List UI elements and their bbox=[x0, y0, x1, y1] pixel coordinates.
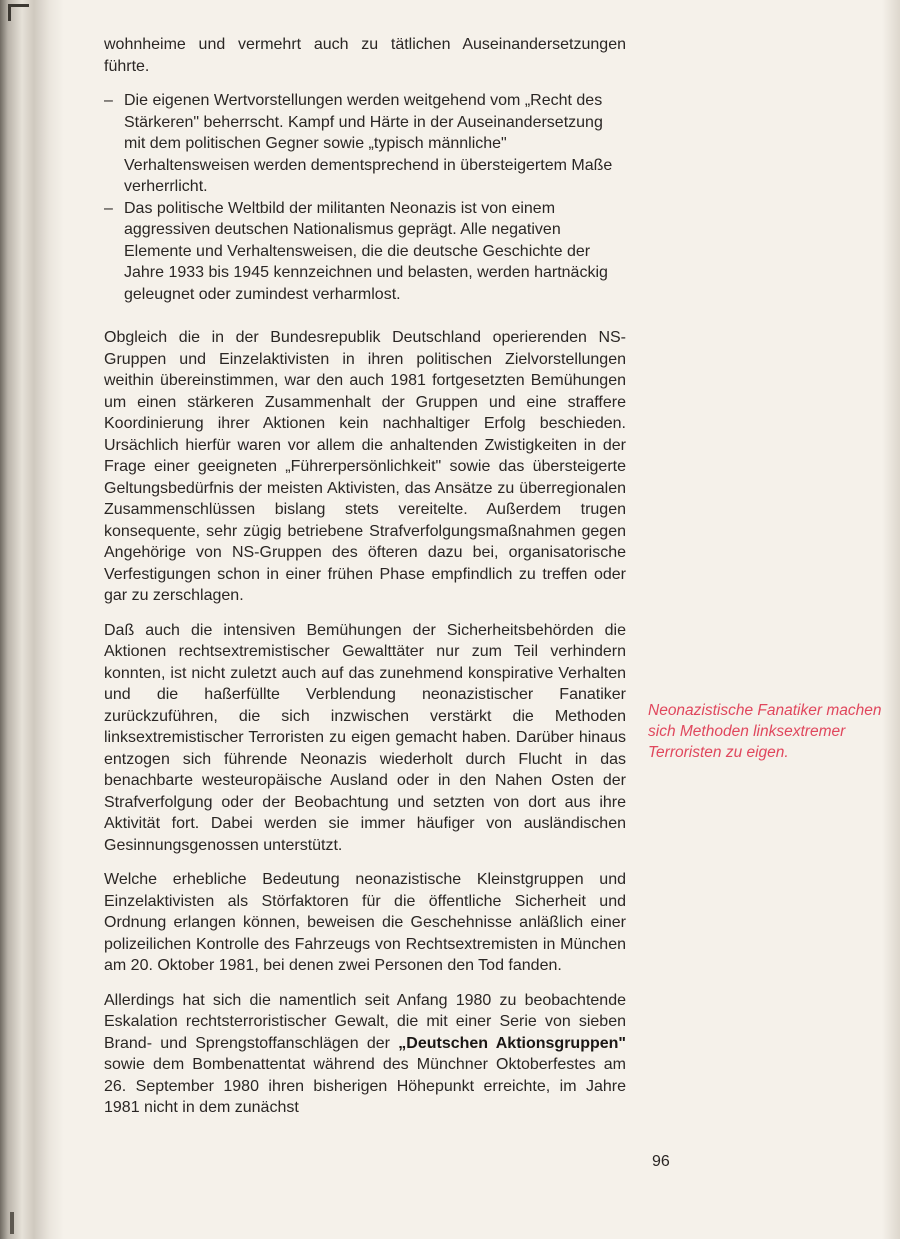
dash-list bbox=[104, 90, 626, 305]
emphasized-group-name: „Deutschen Aktionsgruppen" bbox=[398, 1034, 626, 1052]
body-paragraph: Welche erhebliche Bedeutung neonazistische Kleinstgruppen und Einzelaktivisten als Störfaktoren für die öffentliche Sicherheit und Ordnung erlangen können, beweisen die Geschehnisse anläßlich einer polizeilichen Kontrolle des Fahrzeugs von Rechtsextremisten in München am 20. Oktober 1981, bei denen zwei Personen den Tod fanden. bbox=[104, 871, 626, 974]
dash-item: – Die eigenen Wertvorstellungen werden weitgehend vom „Recht des Stärkeren" beherrscht. Kampf und Härte in der Auseinandersetzung mit dem politischen Gegner sowie „typisch männliche" Verhaltensweisen werden dementsprechend in übersteigertem Maße verherrlicht. bbox=[104, 90, 626, 198]
body-paragraph: Daß auch die intensiven Bemühungen der Sicherheitsbehörden die Aktionen rechtsextremistischer Gewalttäter nur zum Teil verhindern konnten, ist nicht zuletzt auch auf das zunehmend konspirative Verhalten und die haßerfüllte Verblendung neonazistischer Fanatiker zurückzuführen, die sich inzwischen verstärkt die Methoden linksextremistischer Terroristen zu eigen gemacht haben. Darüber hinaus entzogen sich führende Neonazis wiederholt durch Flucht in das benachbarte westeuropäische Ausland oder in den Nahen Osten der Strafverfolgung oder der Beobachtung und setzten von dort aus ihre Aktivität fort. Dabei werden sie immer häufiger von ausländischen Gesinnungsgenossen unterstützt. bbox=[104, 621, 626, 854]
margin-note bbox=[648, 700, 888, 763]
page-number: 96 bbox=[652, 1153, 670, 1170]
dash-item: – Das politische Weltbild der militanten Neonazis ist von einem aggressiven deutschen Nationalismus geprägt. Alle negativen Elemente und Verhaltensweisen, die die deutsche Geschichte der Jahre 1933 bis 1945 kennzeichnen und belasten, werden hartnäckig geleugnet oder zumindest verharmlost. bbox=[104, 198, 626, 306]
body-paragraph: Obgleich die in der Bundesrepublik Deutschland operierenden NS-Gruppen und Einzelaktivisten in ihren politischen Zielvorstellungen weithin übereinstimmen, war den auch 1981 fortgesetzten Bemühungen um einen stärkeren Zusammenhalt der Gruppen und eine straffere Koordinierung ihrer Aktionen kein nachhaltiger Erfolg beschieden. Ursächlich hierfür waren vor allem die anhaltenden Zwistigkeiten in der Frage einer geeigneten „Führerpersönlichkeit" sowie das übersteigerte Geltungsbedürfnis der meisten Aktivisten, das Ansätze zu überregionalen Zusammenschlüssen bislang stets vereitelte. Außerdem trugen konsequente, sehr zügig betriebene Strafverfolgungsmaßnahmen gegen Angehörige von NS-Gruppen des öfteren dazu bei, organisatorische Verfestigungen schon in einer frühen Phase empfindlich zu treffen oder gar zu zerschlagen. bbox=[104, 329, 626, 604]
margin-note-text: Neonazistische Fanatiker machen sich Methoden linksextremer Terroristen zu eigen. bbox=[648, 702, 882, 761]
continued-fragment: wohnheime und vermehrt auch zu tätlichen Auseinandersetzungen führte. bbox=[104, 36, 626, 75]
binding-edge-mark bbox=[10, 1212, 14, 1234]
book-binding-shadow bbox=[0, 0, 64, 1239]
page-edge-shadow bbox=[882, 0, 900, 1239]
text-run: Allerdings hat sich die namentlich seit Anfang 1980 zu beobachtende Eskalation rechtsterroristischer Gewalt, die mit einer Serie von sieben Brand- und Sprengstoffanschlägen der bbox=[104, 991, 626, 1052]
body-paragraph-last bbox=[104, 990, 626, 1119]
crop-mark bbox=[8, 4, 29, 21]
main-text-column bbox=[104, 34, 626, 1132]
text-run: sowie dem Bombenattentat während des Münchner Oktoberfestes am 26. September 1980 ihren bisherigen Höhepunkt erreichte, im Jahre 1981 nicht in dem zunächst bbox=[104, 1056, 626, 1116]
